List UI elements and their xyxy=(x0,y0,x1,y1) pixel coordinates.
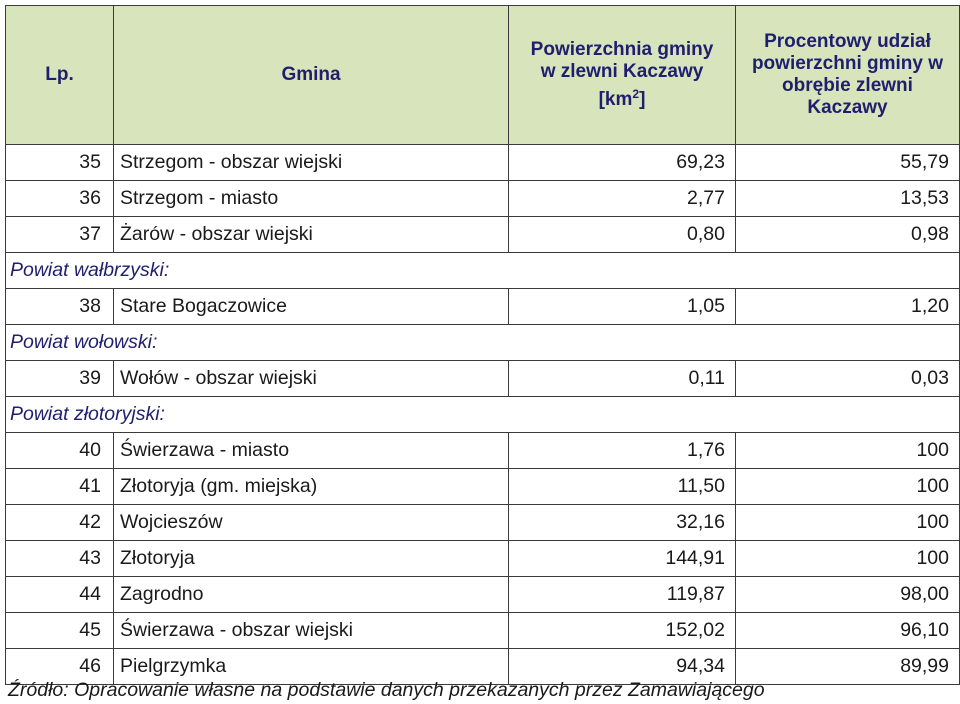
cell-procent: 55,79 xyxy=(736,145,960,181)
powiat-label: Powiat wołowski: xyxy=(6,325,960,361)
cell-procent: 100 xyxy=(736,541,960,577)
cell-gmina: Żarów - obszar wiejski xyxy=(114,217,509,253)
table-row xyxy=(6,613,960,649)
source-footnote: Źródło: Opracowanie własne na podstawie danych przekazanych przez Zamawiającego xyxy=(8,679,765,701)
table-row xyxy=(6,469,960,505)
cell-powierzchnia: 2,77 xyxy=(509,181,736,217)
cell-powierzchnia: 152,02 xyxy=(509,613,736,649)
cell-gmina: Zagrodno xyxy=(114,577,509,613)
cell-powierzchnia: 119,87 xyxy=(509,577,736,613)
powiat-row xyxy=(6,253,960,289)
cell-procent: 100 xyxy=(736,505,960,541)
cell-procent: 100 xyxy=(736,469,960,505)
cell-gmina: Złotoryja xyxy=(114,541,509,577)
table-row xyxy=(6,505,960,541)
cell-procent: 100 xyxy=(736,433,960,469)
cell-lp: 38 xyxy=(6,289,114,325)
cell-gmina: Wołów - obszar wiejski xyxy=(114,361,509,397)
powiat-row xyxy=(6,325,960,361)
header-gmina: Gmina xyxy=(114,6,509,145)
header-procent: Procentowy udział powierzchni gminy w obrębie zlewni Kaczawy xyxy=(736,6,960,145)
cell-lp: 35 xyxy=(6,145,114,181)
cell-powierzchnia: 0,11 xyxy=(509,361,736,397)
table-row xyxy=(6,145,960,181)
cell-lp: 39 xyxy=(6,361,114,397)
cell-lp: 40 xyxy=(6,433,114,469)
cell-procent: 98,00 xyxy=(736,577,960,613)
cell-powierzchnia: 32,16 xyxy=(509,505,736,541)
cell-gmina: Pielgrzymka xyxy=(114,649,509,685)
cell-powierzchnia: 0,80 xyxy=(509,217,736,253)
cell-lp: 37 xyxy=(6,217,114,253)
powiat-label: Powiat wałbrzyski: xyxy=(6,253,960,289)
powiat-label: Powiat złotoryjski: xyxy=(6,397,960,433)
cell-gmina: Świerzawa - obszar wiejski xyxy=(114,613,509,649)
powiat-row xyxy=(6,397,960,433)
cell-powierzchnia: 144,91 xyxy=(509,541,736,577)
cell-procent: 89,99 xyxy=(736,649,960,685)
header-powierzchnia-unit-open: [km xyxy=(598,89,633,110)
header-row xyxy=(6,6,960,145)
table-row xyxy=(6,577,960,613)
cell-procent: 13,53 xyxy=(736,181,960,217)
cell-procent: 0,03 xyxy=(736,361,960,397)
cell-gmina: Świerzawa - miasto xyxy=(114,433,509,469)
table-row xyxy=(6,289,960,325)
cell-lp: 41 xyxy=(6,469,114,505)
cell-lp: 46 xyxy=(6,649,114,685)
header-powierzchnia-line1: Powierzchnia gminy xyxy=(530,39,714,60)
table-header xyxy=(6,6,960,145)
cell-lp: 44 xyxy=(6,577,114,613)
cell-powierzchnia: 1,05 xyxy=(509,289,736,325)
table-row xyxy=(6,217,960,253)
gminy-table xyxy=(5,5,960,685)
cell-powierzchnia: 94,34 xyxy=(509,649,736,685)
table-row xyxy=(6,361,960,397)
header-lp: Lp. xyxy=(6,6,114,145)
header-powierzchnia-unit-close: ] xyxy=(639,89,646,110)
cell-lp: 42 xyxy=(6,505,114,541)
table-row xyxy=(6,541,960,577)
cell-powierzchnia: 1,76 xyxy=(509,433,736,469)
table-body xyxy=(6,145,960,685)
header-powierzchnia-unit-sup: 2 xyxy=(632,87,640,101)
table-row xyxy=(6,433,960,469)
cell-lp: 36 xyxy=(6,181,114,217)
header-powierzchnia xyxy=(509,6,736,145)
table-row xyxy=(6,181,960,217)
cell-gmina: Strzegom - obszar wiejski xyxy=(114,145,509,181)
cell-lp: 45 xyxy=(6,613,114,649)
header-powierzchnia-line2: w zlewni Kaczawy xyxy=(540,61,704,82)
cell-procent: 0,98 xyxy=(736,217,960,253)
cell-gmina: Wojcieszów xyxy=(114,505,509,541)
cell-powierzchnia: 11,50 xyxy=(509,469,736,505)
cell-procent: 1,20 xyxy=(736,289,960,325)
cell-gmina: Strzegom - miasto xyxy=(114,181,509,217)
cell-procent: 96,10 xyxy=(736,613,960,649)
cell-powierzchnia: 69,23 xyxy=(509,145,736,181)
cell-lp: 43 xyxy=(6,541,114,577)
cell-gmina: Stare Bogaczowice xyxy=(114,289,509,325)
cell-gmina: Złotoryja (gm. miejska) xyxy=(114,469,509,505)
